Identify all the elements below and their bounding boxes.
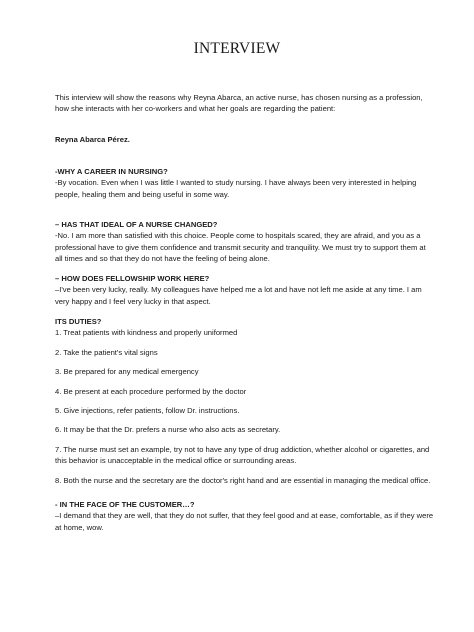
- question-3: [55, 273, 435, 307]
- question-heading: -WHY A CAREER IN NURSING?: [55, 167, 168, 176]
- answer-text: -No. I am more than satisfied with this choice. People come to hospitals scared, they are afraid, and you as a professional have to give them confidence and transmit security and tranquility. We must try to support them at all times and so that they do not have the feeling of being alone.: [55, 231, 426, 264]
- duties-heading: ITS DUTIES?: [55, 317, 102, 326]
- intro-paragraph: [55, 92, 435, 115]
- question-heading: - IN THE FACE OF THE CUSTOMER…?: [55, 500, 195, 509]
- duty-item: 7. The nurse must set an example, try not to have any type of drug addiction, whether alcohol or cigarettes, and this behavior is unacceptable in the medical office or surrounding areas.: [55, 444, 430, 466]
- question-1: [55, 166, 435, 200]
- question-heading: – HAS THAT IDEAL OF A NURSE CHANGED?: [55, 220, 218, 229]
- duties-section: [55, 316, 435, 486]
- question-heading: – HOW DOES FELLOWSHIP WORK HERE?: [55, 274, 210, 283]
- duty-item: 3. Be prepared for any medical emergency: [55, 367, 199, 377]
- duty-item: 8. Both the nurse and the secretary are the doctor's right hand and are essential in managing the medical office.: [55, 475, 431, 485]
- answer-text: –I've been very lucky, really. My colleagues have helped me a lot and have not left me aside at any time. I am very happy and I feel very lucky in that aspect.: [55, 285, 422, 306]
- intro-text: This interview will show the reasons why Reyna Abarca, an active nurse, has chosen nursing as a profession, how she interacts with her co-workers and what her goals are regarding the patient:: [55, 93, 423, 114]
- page-title: INTERVIEW: [193, 40, 281, 57]
- question-2: [55, 219, 435, 265]
- answer-text: –I demand that they are well, that they do not suffer, that they feel good and at ease, comfortable, as if they were at home, wow.: [55, 511, 434, 532]
- duty-item: 4. Be present at each procedure performed by the doctor: [55, 386, 247, 396]
- duty-item: 1. Treat patients with kindness and properly uniformed: [55, 328, 238, 338]
- duty-item: 5. Give injections, refer patients, follow Dr. instructions.: [55, 406, 240, 416]
- duty-item: 6. It may be that the Dr. prefers a nurse who also acts as secretary.: [55, 425, 281, 435]
- answer-text: -By vocation. Even when I was little I wanted to study nursing. I have always been very interested in helping people, healing them and being useful in some way.: [55, 178, 417, 199]
- question-4: [55, 499, 435, 533]
- interviewee-name: Reyna Abarca Pérez.: [55, 135, 130, 144]
- duty-item: 2. Take the patient's vital signs: [55, 347, 158, 357]
